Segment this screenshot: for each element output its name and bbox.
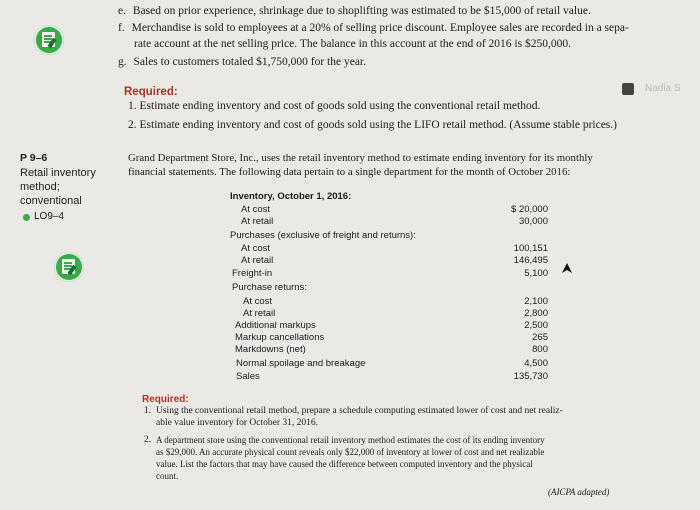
table-row-value: $ 20,000	[511, 204, 548, 215]
item-e-text: Based on prior experience, shrinkage due to shoplifting was estimated to be $15,000 of retail value.	[132, 5, 591, 17]
table-row-value: 4,500	[524, 358, 548, 369]
required-bottom-2-num: 2.	[144, 435, 152, 445]
item-f-text: Merchandise is sold to employees at a 20% of selling price discount. Employee sales are recorded in a sepa-	[131, 22, 629, 34]
required-bottom-1-num: 1.	[144, 406, 152, 416]
table-header: Inventory, October 1, 2016:	[230, 191, 352, 202]
exercise-icon[interactable]	[34, 25, 64, 55]
table-row-label: Normal spoilage and breakage	[236, 358, 366, 369]
problem-id: P 9–6	[20, 152, 48, 164]
item-e-letter: e.	[118, 5, 126, 17]
table-row-label: Freight-in	[232, 268, 273, 279]
table-row-label: At cost	[241, 204, 271, 215]
table-row-label: Sales	[236, 371, 260, 382]
table-row-label: At retail	[243, 308, 276, 319]
learning-objective: LO9–4	[34, 211, 65, 222]
table-row-value: 2,800	[524, 308, 548, 319]
table-row-value: 800	[532, 344, 548, 355]
table-row-label: At retail	[241, 216, 274, 227]
table-row-label: Purchase returns:	[232, 282, 307, 293]
lo-bullet-icon	[23, 214, 30, 221]
item-e	[118, 4, 591, 18]
item-g	[118, 55, 366, 69]
table-row-label: Markup cancellations	[235, 332, 325, 343]
table-row-label: Additional markups	[235, 320, 316, 331]
required-bottom-2-line-4: count.	[156, 471, 179, 481]
table-row-value: 5,100	[524, 268, 548, 279]
required-top-1: 1. Estimate ending inventory and cost of goods sold using the conventional retail method.	[128, 100, 541, 112]
table-row-label: At cost	[241, 243, 271, 254]
required-bottom-2-line-3: value. List the factors that may have caused the difference between computed inventory and the physical	[156, 459, 533, 469]
table-row-value: 146,495	[513, 255, 548, 266]
source-note: (AICPA adapted)	[548, 487, 610, 497]
table-row-label: At cost	[243, 296, 273, 307]
table-row-value: 135,730	[513, 371, 548, 382]
required-bottom-2-line-1: A department store using the conventional retail inventory method estimates the cost of its ending inventory	[156, 435, 545, 445]
required-bottom-2-line-2: as $29,000. An accurate physical count reveals only $22,000 of inventory at lower of cost and net realizable	[156, 447, 545, 457]
required-top-2: 2. Estimate ending inventory and cost of goods sold using the LIFO retail method. (Assume stable prices.)	[128, 119, 617, 131]
problem-topic-line-1: Retail inventory	[20, 167, 96, 179]
required-heading-bottom: Required:	[142, 394, 189, 405]
required-bottom-1-line-2: able value inventory for October 31, 2016.	[156, 418, 318, 428]
item-g-text: Sales to customers totaled $1,750,000 for the year.	[133, 56, 367, 68]
table-row-value: 2,100	[524, 296, 548, 307]
required-bottom-1-line-1: Using the conventional retail method, prepare a schedule computing estimated lower of cost and net realiz-	[156, 406, 563, 416]
item-f	[118, 21, 629, 35]
avatar	[622, 83, 634, 95]
required-heading-top: Required:	[124, 86, 178, 98]
table-row-label: Markdowns (net)	[235, 344, 306, 355]
table-row-label: Purchases (exclusive of freight and returns):	[230, 230, 416, 241]
user-name: Nadia S	[645, 83, 681, 94]
problem-topic-line-3: conventional	[20, 195, 82, 207]
table-row-value: 30,000	[518, 216, 548, 227]
item-g-letter: g.	[118, 56, 127, 68]
table-row-value: 265	[532, 332, 548, 343]
problem-topic-line-2: method;	[20, 181, 60, 193]
table-row-value: 100,151	[513, 243, 548, 254]
item-f-continued: rate account at the net selling price. The balance in this account at the end of 2016 is $250,000.	[134, 38, 571, 50]
table-row-label: At retail	[241, 255, 274, 266]
item-f-letter: f.	[118, 22, 125, 34]
table-row-value: 2,500	[524, 320, 548, 331]
cursor-icon	[560, 262, 574, 276]
problem-intro-line-1: Grand Department Store, Inc., uses the retail inventory method to estimate ending inventory for its monthly	[128, 152, 593, 164]
exercise-icon-2[interactable]	[54, 252, 84, 282]
problem-intro-line-2: financial statements. The following data pertain to a single department for the month of October 2016:	[128, 166, 571, 178]
